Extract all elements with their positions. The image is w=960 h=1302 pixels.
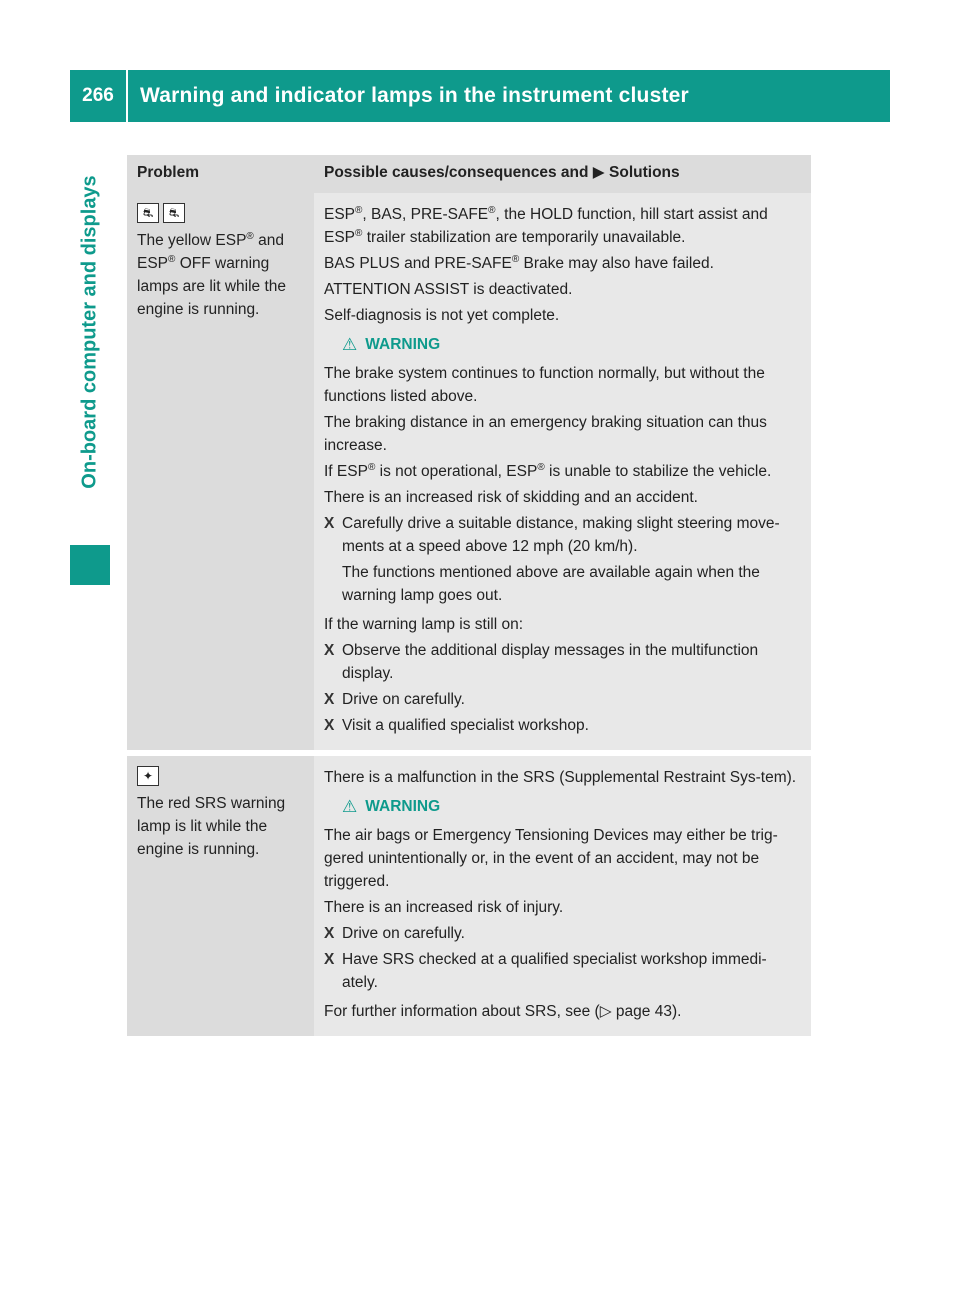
solution-cell <box>314 756 811 1036</box>
list-item: X Visit a qualified specialist workshop. <box>324 714 801 737</box>
table-row <box>127 756 811 1036</box>
warning-heading: ⚠ WARNING <box>342 797 441 816</box>
paragraph: BAS PLUS and PRE-SAFE® Brake may also have failed. <box>324 253 714 272</box>
page-title: Warning and indicator lamps in the instrument cluster <box>140 84 689 107</box>
bullet-icon: X <box>324 925 335 942</box>
bullet-icon: X <box>324 691 335 708</box>
problem-text: The yellow ESP® and ESP® OFF warning lamps are lit while the engine is running. <box>137 230 287 318</box>
page-reference[interactable]: For further information about SRS, see (▷ page 43). <box>324 1003 682 1020</box>
paragraph: ESP®, BAS, PRE-SAFE®, the HOLD function, hill start assist and ESP® trailer stabilization are temporarily unavailable. <box>324 204 768 246</box>
warning-lamp-table <box>127 155 811 1036</box>
page-header <box>70 70 890 122</box>
problem-cell <box>127 756 314 1036</box>
bullet-icon: X <box>324 642 335 659</box>
problem-text: The red SRS warning lamp is lit while the engine is running. <box>137 795 286 858</box>
paragraph: The braking distance in an emergency braking situation can thus increase. <box>324 414 767 454</box>
warning-heading: ⚠ WARNING <box>342 335 441 354</box>
esp-icon: ⛐ <box>137 203 159 223</box>
warning-icon: ⚠ <box>342 335 358 354</box>
paragraph: The brake system continues to function normally, but without the functions listed above. <box>324 365 765 405</box>
chapter-side-tab <box>70 122 110 542</box>
header-solutions: Possible causes/consequences and ▶ Solutions <box>314 155 811 193</box>
paragraph: Self-diagnosis is not yet complete. <box>324 307 560 324</box>
paragraph: The functions mentioned above are available again when the warning lamp goes out. <box>342 564 760 604</box>
table-row <box>127 193 811 750</box>
list-item: X Drive on carefully. <box>324 688 801 711</box>
paragraph: There is a malfunction in the SRS (Supplemental Restraint Sys-tem). <box>324 769 797 786</box>
paragraph: There is an increased risk of injury. <box>324 899 564 916</box>
solution-cell <box>314 193 811 750</box>
paragraph: If the warning lamp is still on: <box>324 616 524 633</box>
list-item: X Observe the additional display messages in the multifunction display. <box>324 639 801 685</box>
bullet-icon: X <box>324 951 335 968</box>
list-item: X Carefully drive a suitable distance, making slight steering move-ments at a speed above 12 mph (20 km/h). <box>324 512 801 558</box>
bullet-icon: X <box>324 515 335 532</box>
problem-cell <box>127 193 314 750</box>
list-item: X Have SRS checked at a qualified specialist workshop immedi-ately. <box>324 948 801 994</box>
arrow-icon: ▶ <box>592 164 605 181</box>
bullet-icon: X <box>324 717 335 734</box>
header-problem: Problem <box>127 155 314 193</box>
paragraph: If ESP® is not operational, ESP® is unable to stabilize the vehicle. <box>324 461 772 480</box>
paragraph: There is an increased risk of skidding and an accident. <box>324 489 698 506</box>
paragraph: ATTENTION ASSIST is deactivated. <box>324 281 573 298</box>
chapter-label: On-board computer and displays <box>78 175 101 489</box>
srs-icon: ✦ <box>137 766 159 786</box>
page-number: 266 <box>82 85 114 106</box>
esp-off-icon: ⛐ <box>163 203 185 223</box>
page-ref-arrow-icon: ▷ <box>599 1003 612 1020</box>
paragraph: The air bags or Emergency Tensioning Devices may either be trig-gered unintentionally or, in the event of an accident, may not be triggered. <box>324 827 778 890</box>
list-item: X Drive on carefully. <box>324 922 801 945</box>
warning-icon: ⚠ <box>342 797 358 816</box>
chapter-marker <box>70 545 110 585</box>
table-header-row <box>127 155 811 193</box>
